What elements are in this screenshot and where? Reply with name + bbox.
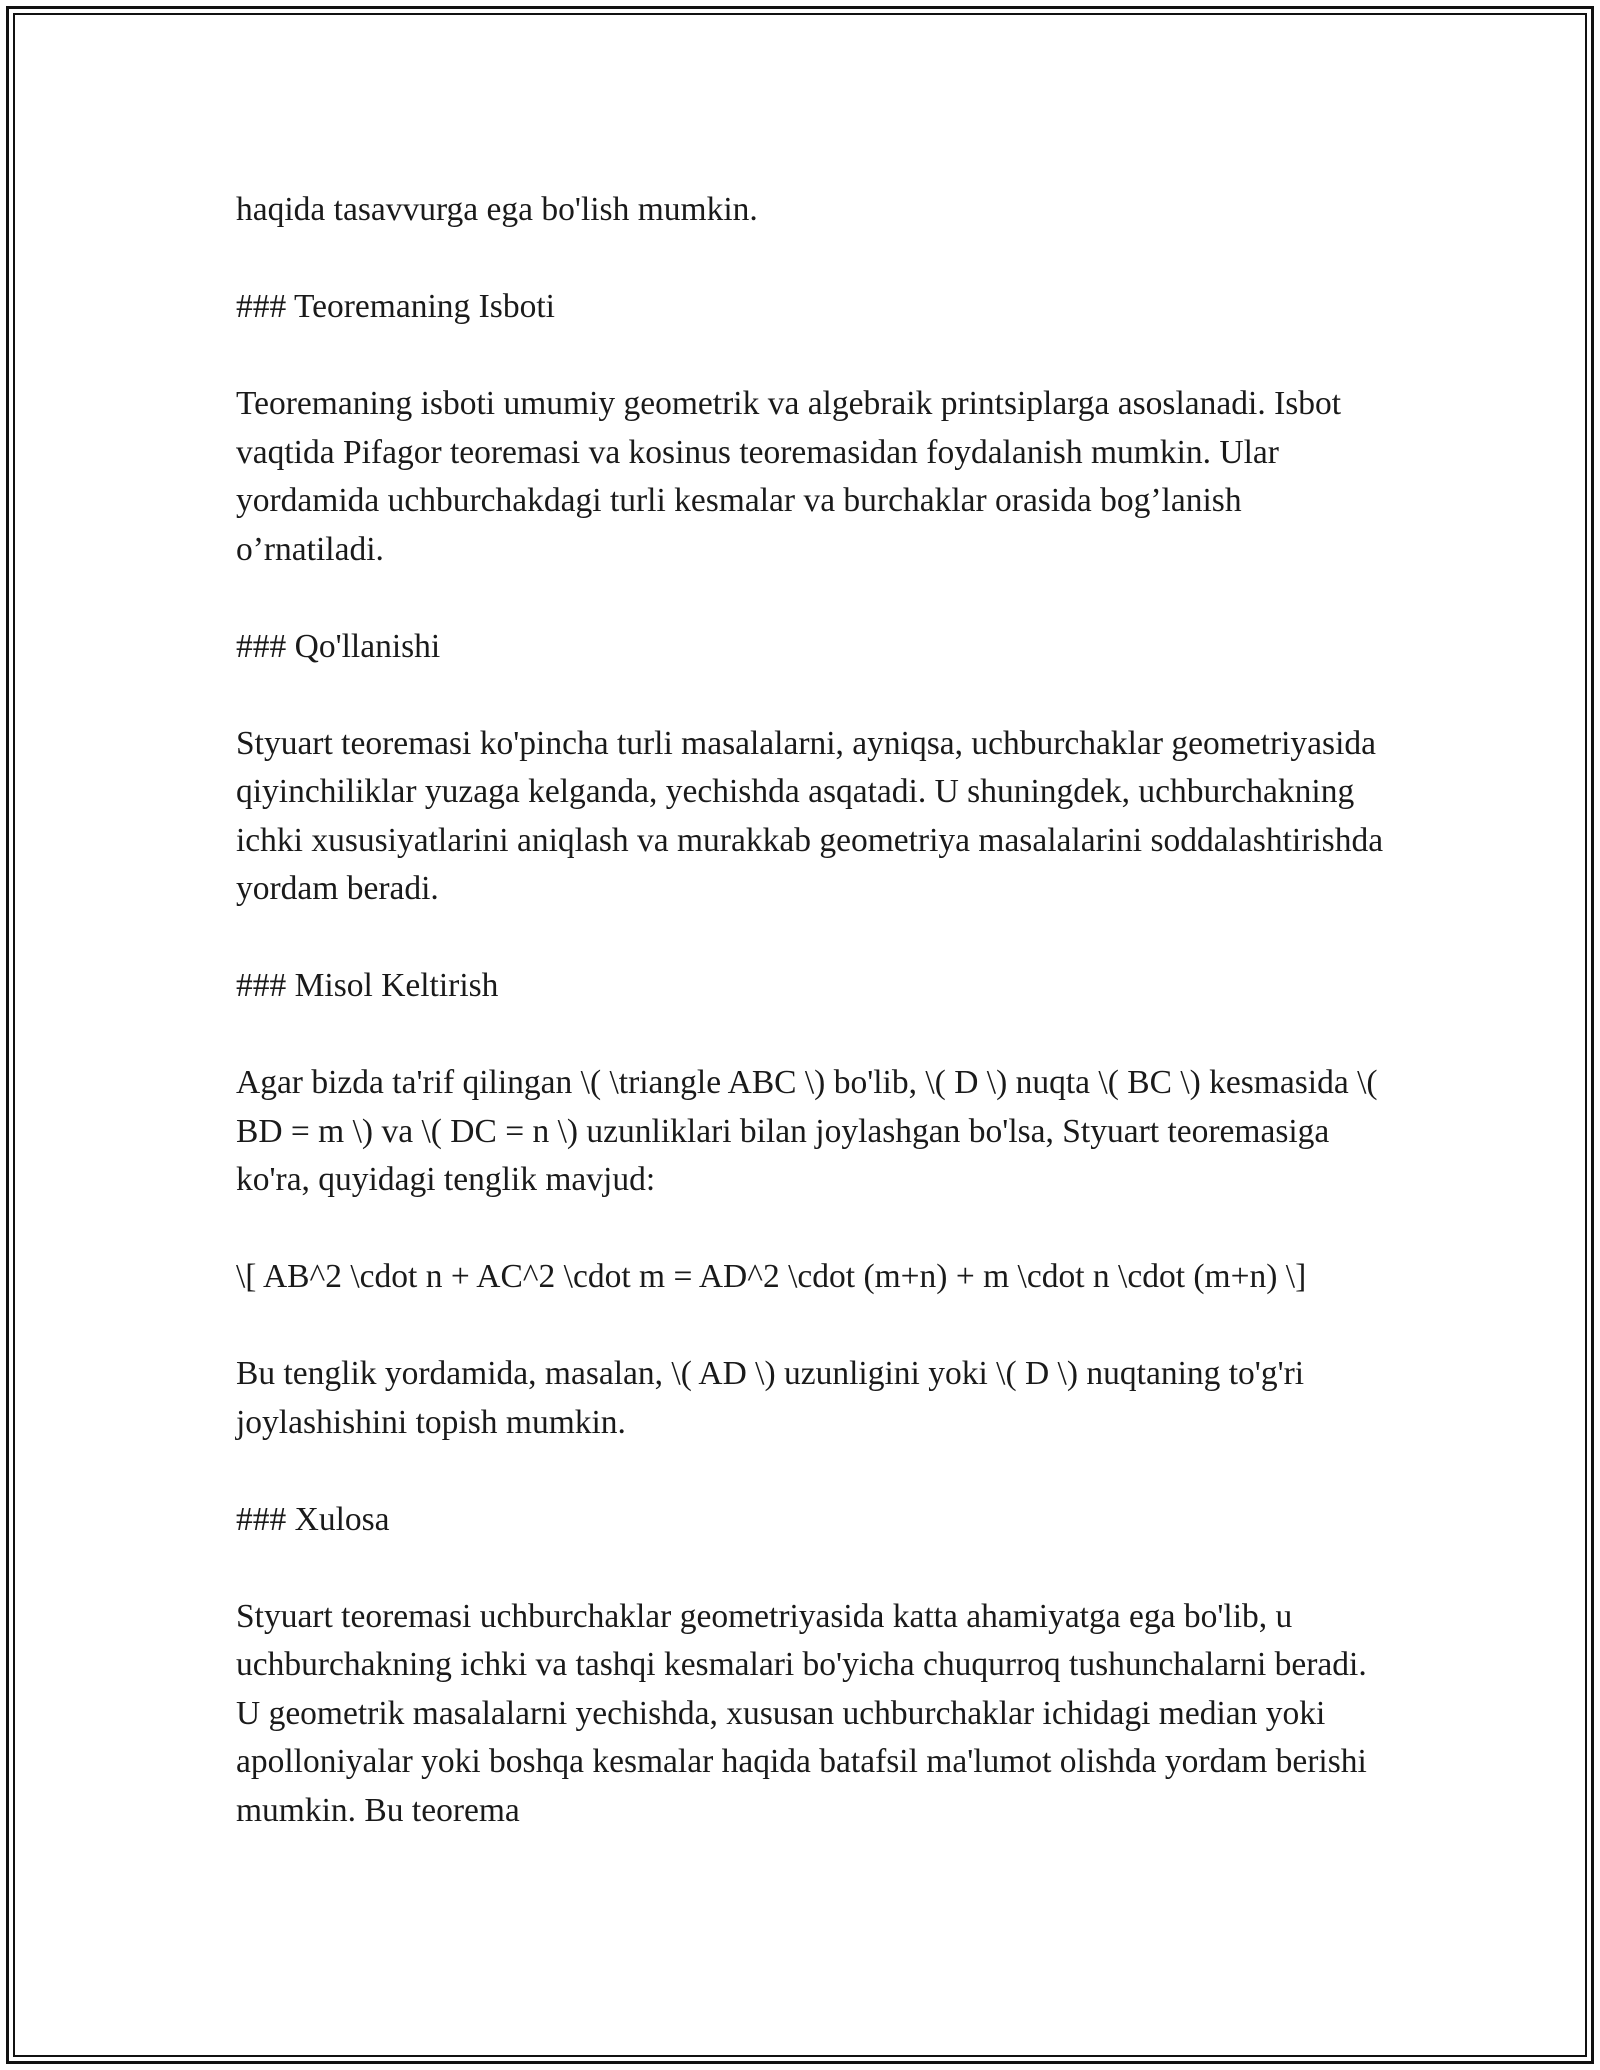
paragraph-tenglik: Bu tenglik yordamida, masalan, \( AD \) uzunligini yoki \( D \) nuqtaning to'g'ri joylashishini topish mumkin. <box>236 1355 1305 1441</box>
paragraph-isbot: Teoremaning isboti umumiy geometrik va algebraik printsiplarga asoslanadi. Isbot vaqtida Pifagor teoremasi va kosinus teoremasidan foydalanish mumkin. Ular yordamida uchburchakdagi turli kesmalar va burchaklar orasida bog’lanish o’rnatiladi. <box>236 385 1342 568</box>
document-body <box>236 186 1386 1884</box>
heading-qollanishi: ### Qo'llanishi <box>236 627 441 665</box>
paragraph-formula: \[ AB^2 \cdot n + AC^2 \cdot m = AD^2 \cdot (m+n) + m \cdot n \cdot (m+n) \] <box>236 1258 1307 1295</box>
paragraph-continuation: haqida tasavvurga ega bo'lish mumkin. <box>236 191 758 228</box>
paragraph-xulosa: Styuart teoremasi uchburchaklar geometriyasida katta ahamiyatga ega bo'lib, u uchburchakning ichki va tashqi kesmalari bo'yicha chuqurroq tushunchalarni beradi. U geometrik masalalarni yechishda, xususan uchburchaklar ichidagi median yoki apolloniyalar yoki boshqa kesmalar haqida batafsil ma'lumot olishda yordam berishi mumkin. Bu teorema <box>236 1597 1367 1829</box>
paragraph-qollanishi: Styuart teoremasi ko'pincha turli masalalarni, ayniqsa, uchburchaklar geometriyasida qiyinchiliklar yuzaga kelganda, yechishda asqatadi. U shuningdek, uchburchakning ichki xususiyatlarini aniqlash va murakkab geometriya masalalarini soddalashtirishda yordam beradi. <box>236 724 1384 907</box>
heading-xulosa: ### Xulosa <box>236 1500 390 1538</box>
paragraph-misol: Agar bizda ta'rif qilingan \( \triangle ABC \) bo'lib, \( D \) nuqta \( BC \) kesmasida \( BD = m \) va \( DC = n \) uzunliklari bilan joylashgan bo'lsa, Styuart teoremasiga ko'ra, quyidagi tenglik mavjud: <box>236 1064 1378 1198</box>
heading-misol-keltirish: ### Misol Keltirish <box>236 967 499 1004</box>
heading-teoremaning-isboti: ### Teoremaning Isboti <box>236 288 555 325</box>
